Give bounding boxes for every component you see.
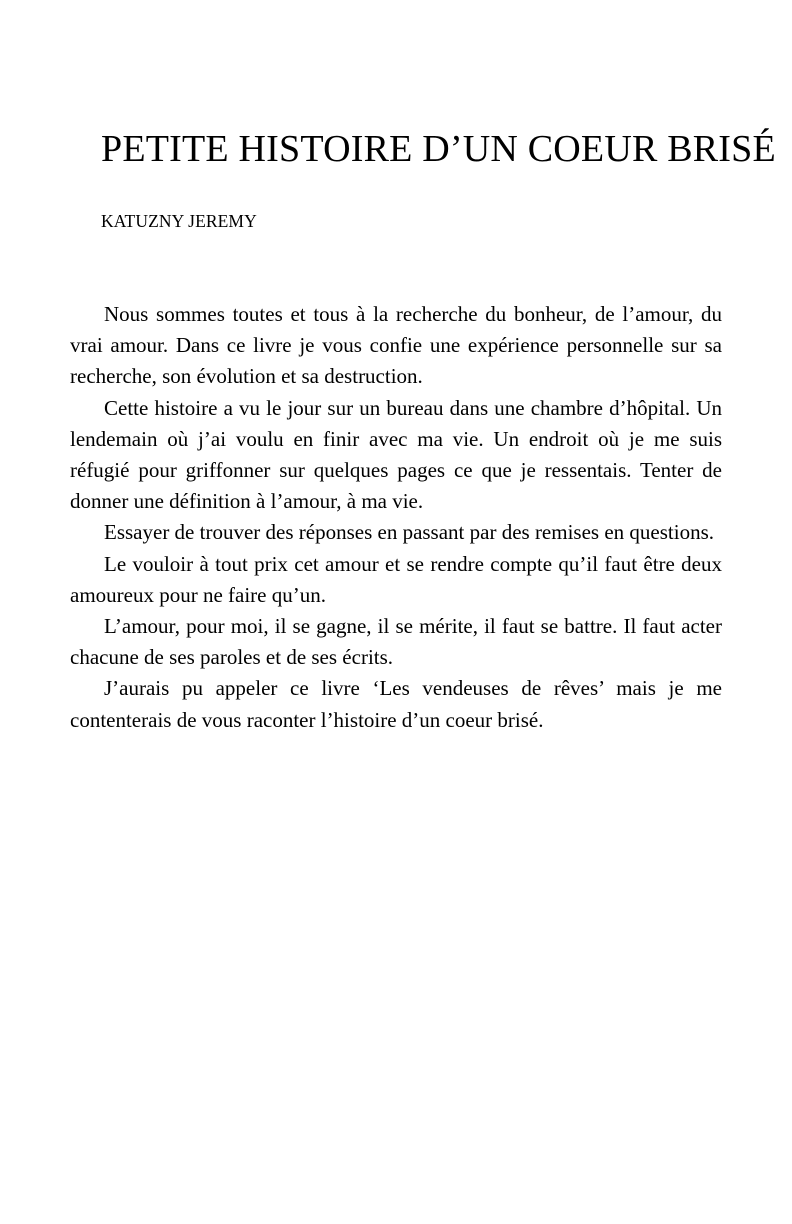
body-text bbox=[70, 299, 722, 736]
paragraph: Essayer de trouver des réponses en passant par des remises en questions. bbox=[104, 520, 714, 545]
paragraph: Nous sommes toutes et tous à la recherche du bonheur, de l’amour, du vrai amour. Dans ce livre je vous confie une expérience personnelle sur sa recherche, son évolution et sa destruction. bbox=[70, 302, 722, 389]
author-name: KATUZNY JEREMY bbox=[101, 211, 257, 231]
paragraph: L’amour, pour moi, il se gagne, il se mérite, il faut se battre. Il faut acter chacune de ses paroles et de ses écrits. bbox=[70, 614, 722, 670]
paragraph: Le vouloir à tout prix cet amour et se rendre compte qu’il faut être deux amoureux pour ne faire qu’un. bbox=[70, 551, 722, 607]
title-block bbox=[101, 126, 776, 172]
paragraph: Cette histoire a vu le jour sur un bureau dans une chambre d’hôpital. Un lendemain où j’ai voulu en finir avec ma vie. Un endroit où je me suis réfugié pour griffonner sur quelques pages ce que je ressentais. Tenter de donner une définition à l’amour, à ma vie. bbox=[70, 395, 722, 514]
page-title: PETITE HISTOIRE D’UN COEUR BRISÉ bbox=[101, 128, 776, 170]
paragraph: J’aurais pu appeler ce livre ‘Les vendeuses de rêves’ mais je me contenterais de vous raconter l’histoire d’un coeur brisé. bbox=[70, 676, 722, 732]
